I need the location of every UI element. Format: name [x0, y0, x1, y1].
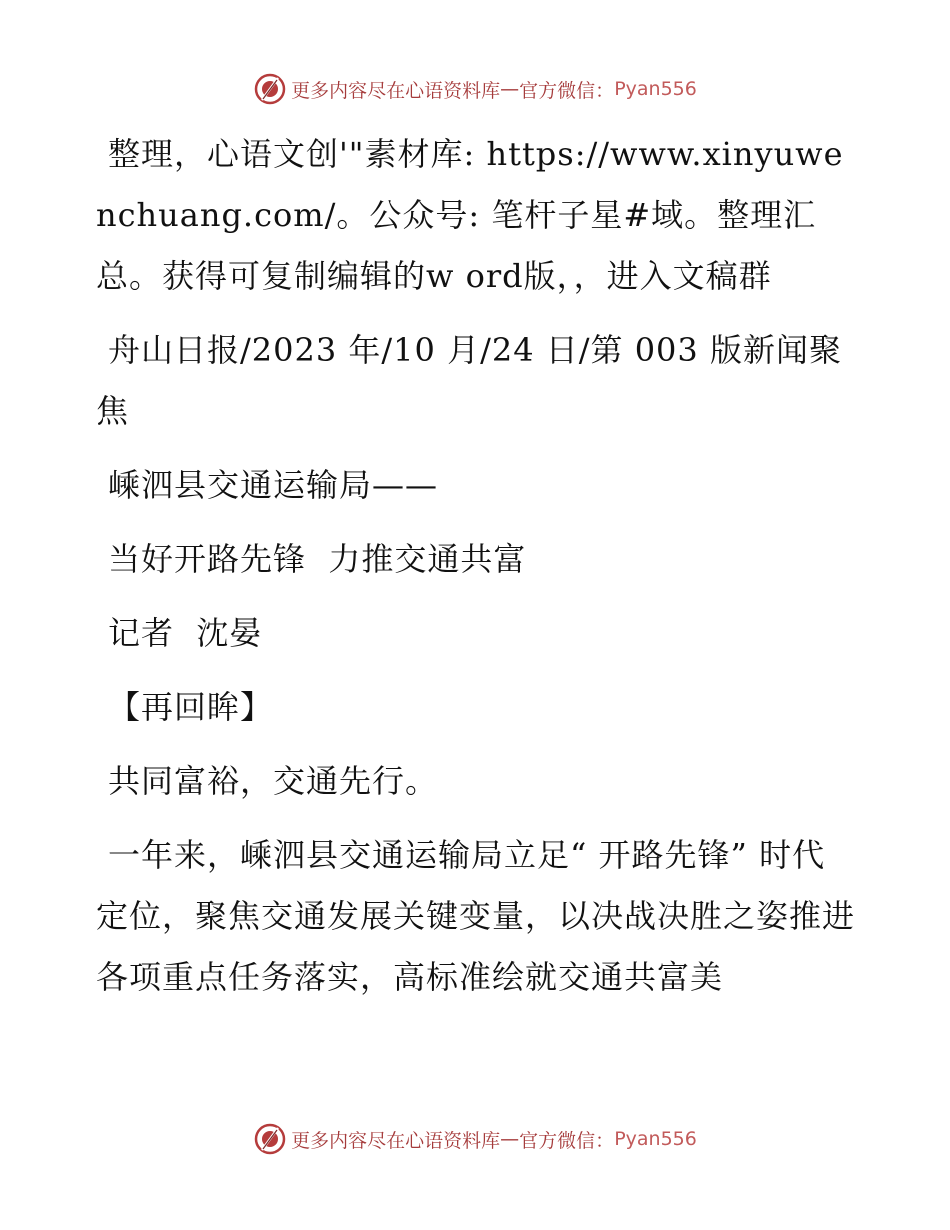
paragraph-body: 一年来，嵊泗县交通运输局立足“ 开路先锋” 时代定位，聚焦交通发展关键变量，以决战决胜之姿推进各项重点任务落实，高标准绘就交通共富美 [96, 836, 856, 996]
banner-separator: — [500, 1128, 520, 1150]
banner-wechat-label: 官方微信： [519, 1129, 615, 1152]
paragraph-organization: 嵊泗县交通运输局—— [108, 466, 439, 504]
banner-text: 更多内容尽在心语资料库 [291, 1129, 501, 1152]
document-body [96, 124, 856, 1021]
paragraph-intro: 共同富裕，交通先行。 [108, 762, 439, 800]
header-watermark-banner [0, 72, 950, 106]
paragraph-source-note: 整理，心语文创'"素材库: https://www.xinyuwenchuang.com/。公众号: 笔杆子星#域。整理汇总。获得可复制编辑的w ord版，，进入文稿群 [96, 135, 844, 295]
pen-logo-icon [253, 1122, 287, 1156]
banner-text: 更多内容尽在心语资料库 [291, 79, 501, 102]
paragraph-publication-info: 舟山日报/2023 年/10 月/24 日/第 003 版新闻聚焦 [96, 331, 842, 430]
article-title: 当好开路先锋 力推交通共富 [108, 540, 527, 578]
section-heading: 【再回眸】 [108, 688, 274, 726]
banner-separator: — [500, 78, 520, 100]
pen-logo-icon [253, 72, 287, 106]
article-byline: 记者 沈晏 [108, 614, 263, 652]
banner-handle: Pyan556 [614, 1128, 697, 1150]
banner-wechat-label: 官方微信： [519, 79, 615, 102]
banner-handle: Pyan556 [614, 78, 697, 100]
footer-watermark-banner [0, 1122, 950, 1156]
